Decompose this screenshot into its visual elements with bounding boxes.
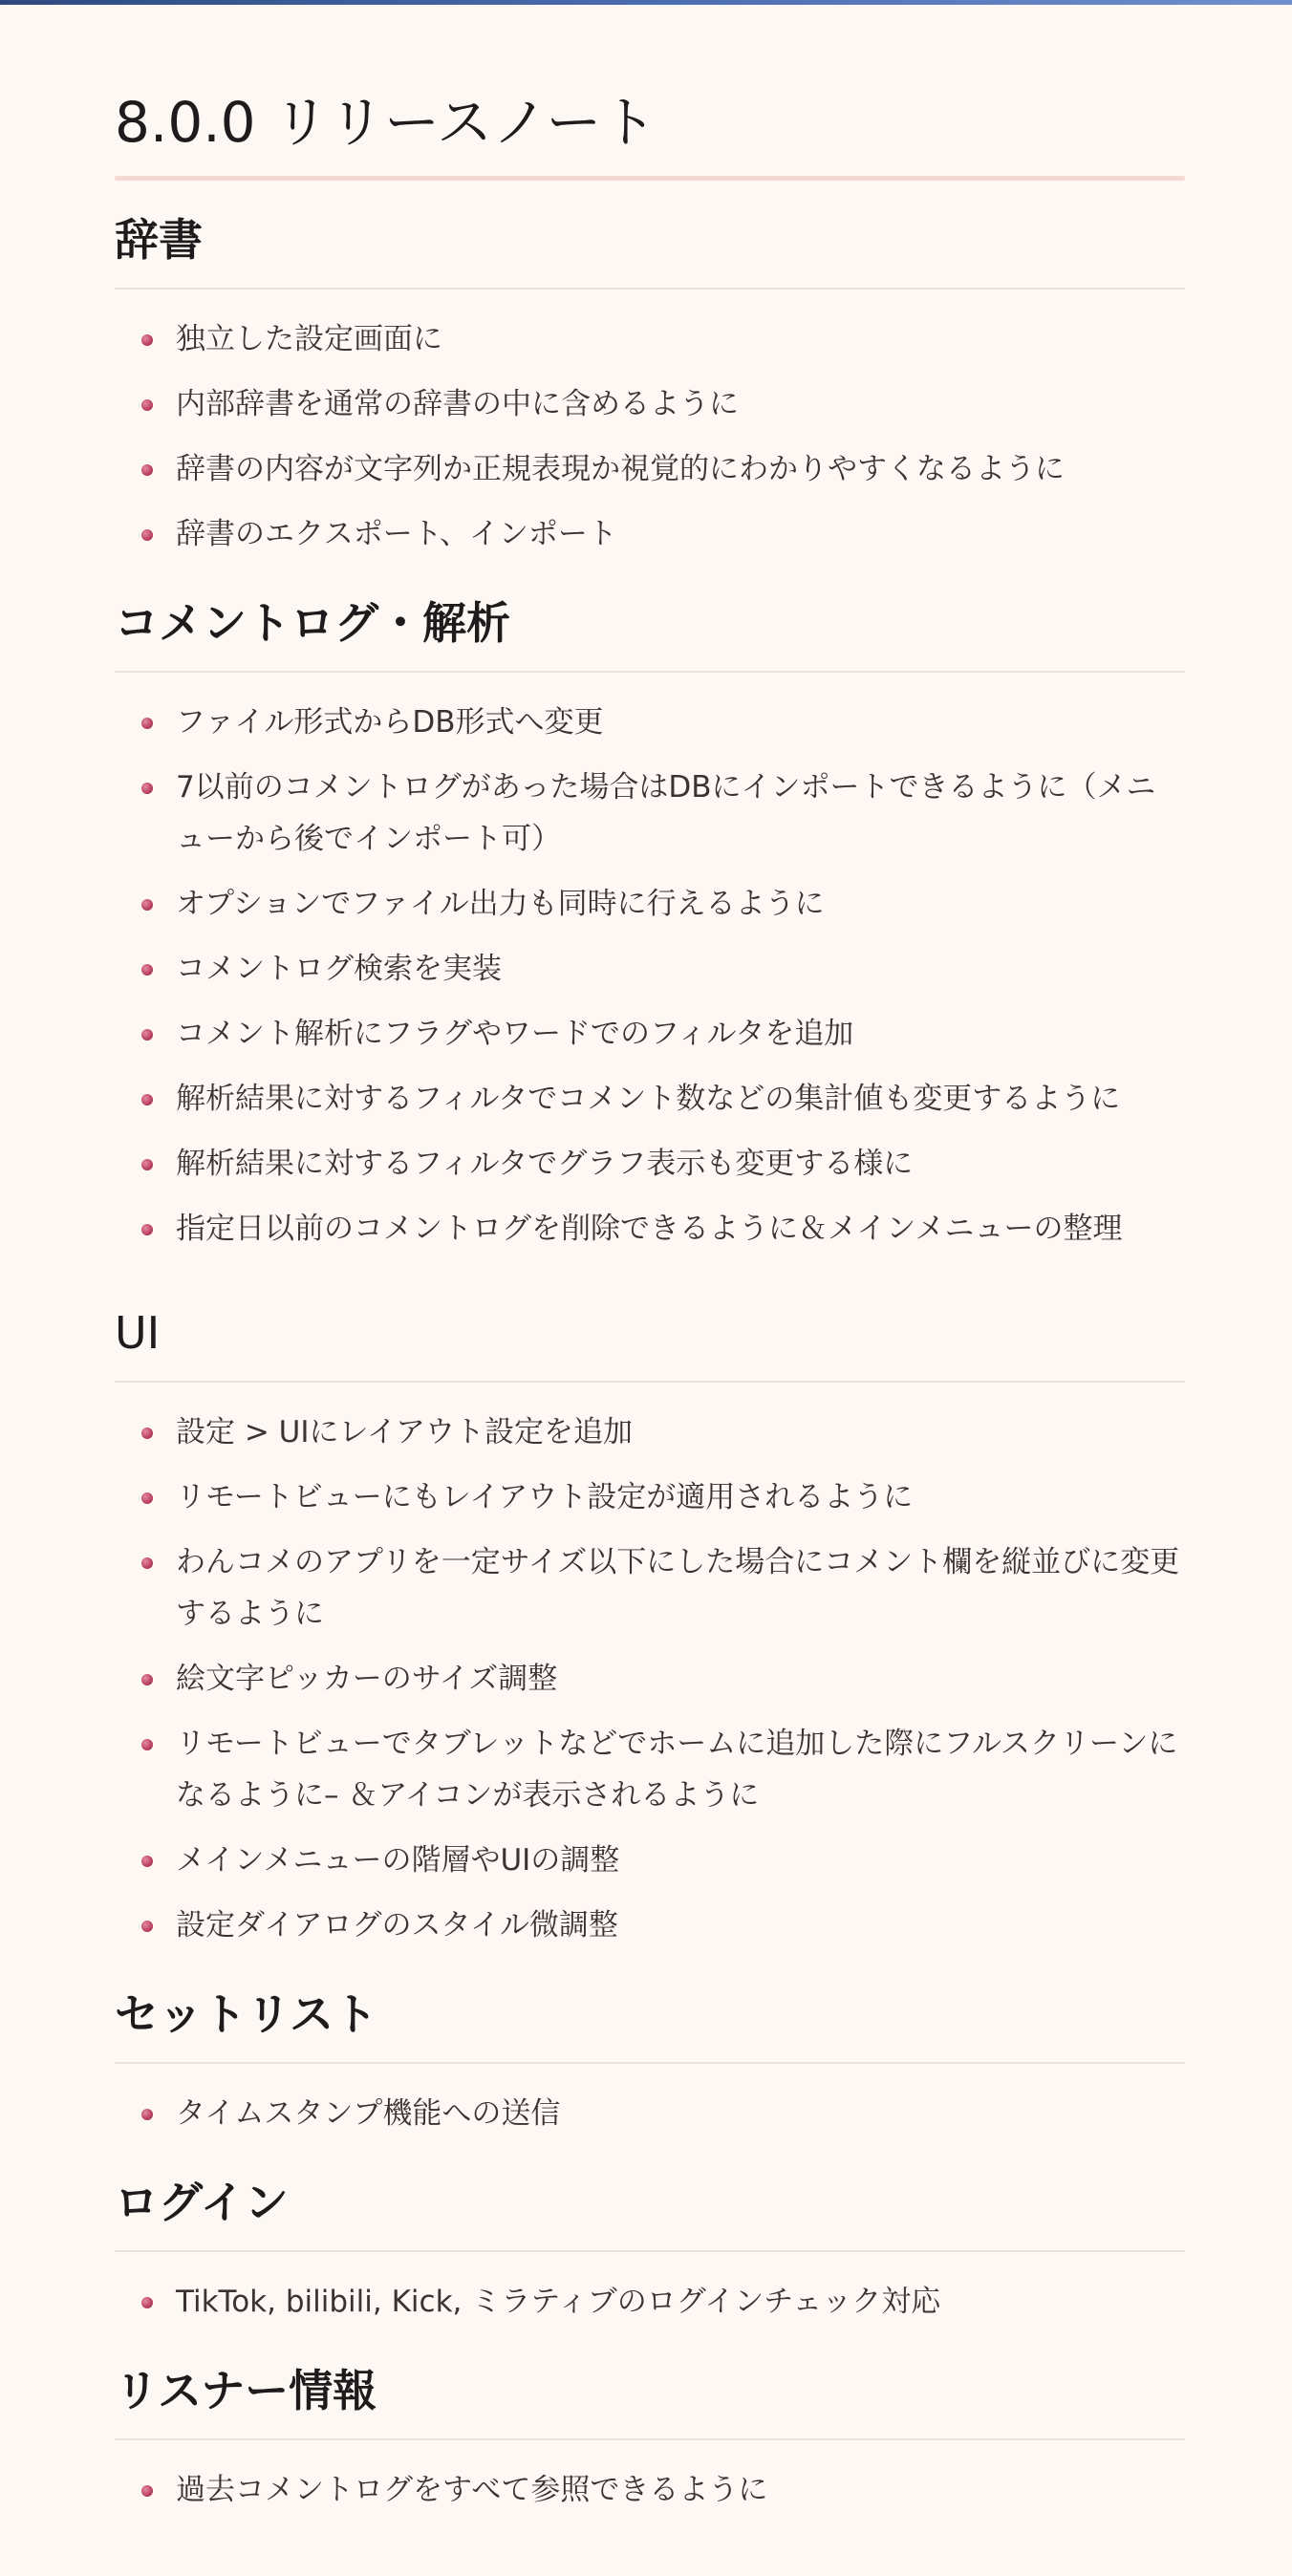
list-item: 内部辞書を通常の辞書の中に含めるように bbox=[115, 378, 1185, 430]
list-item: コメント解析にフラグやワードでのフィルタを追加 bbox=[115, 1008, 1185, 1060]
bullet-icon bbox=[141, 1428, 153, 1439]
list-item: 解析結果に対するフィルタでコメント数などの集計値も変更するように bbox=[115, 1073, 1185, 1125]
section-title: リスナー情報 bbox=[115, 2365, 377, 2416]
list-item: ファイル形式からDB形式へ変更 bbox=[115, 697, 1185, 748]
list-item: メインメニューの階層やUIの調整 bbox=[115, 1835, 1185, 1886]
item-list bbox=[115, 2252, 1185, 2328]
section-title: コメントログ・解析 bbox=[115, 597, 510, 649]
bullet-icon bbox=[141, 1557, 153, 1569]
release-notes-document bbox=[115, 0, 1185, 2516]
list-item: 過去コメントログをすべて参照できるように bbox=[115, 2464, 1185, 2516]
section-title: UI bbox=[115, 1307, 161, 1359]
item-list bbox=[115, 2440, 1185, 2516]
bullet-icon bbox=[141, 1094, 153, 1106]
item-list bbox=[115, 1383, 1185, 1951]
bullet-icon bbox=[141, 2485, 153, 2497]
list-item: 7以前のコメントログがあった場合はDBにインポートできるように（メニューから後でインポート可） bbox=[115, 762, 1185, 865]
list-item: TikTok, bilibili, Kick, ミラティブのログインチェック対応 bbox=[115, 2276, 1185, 2328]
section-title: ログイン bbox=[115, 2177, 289, 2228]
bullet-icon bbox=[141, 783, 153, 794]
bullet-icon bbox=[141, 2297, 153, 2308]
section-ui bbox=[115, 1255, 1185, 1951]
item-list bbox=[115, 673, 1185, 1255]
section-dictionary bbox=[115, 181, 1185, 560]
list-item: オプションでファイル出力も同時に行えるように bbox=[115, 878, 1185, 930]
section-title: セットリスト bbox=[115, 1988, 378, 2040]
list-item: タイムスタンプ機能への送信 bbox=[115, 2088, 1185, 2139]
bullet-icon bbox=[141, 1029, 153, 1041]
section-title: 辞書 bbox=[115, 214, 203, 266]
list-item: 独立した設定画面に bbox=[115, 313, 1185, 365]
bullet-icon bbox=[141, 1674, 153, 1685]
section-listener-info bbox=[115, 2328, 1185, 2516]
bullet-icon bbox=[141, 399, 153, 411]
bullet-icon bbox=[141, 1921, 153, 1932]
bullet-icon bbox=[141, 1739, 153, 1750]
bullet-icon bbox=[141, 718, 153, 729]
bullet-icon bbox=[141, 1159, 153, 1170]
page-title: 8.0.0 リリースノート bbox=[115, 90, 657, 155]
list-item: リモートビューにもレイアウト設定が適用されるように bbox=[115, 1471, 1185, 1523]
section-comment-log-analysis bbox=[115, 560, 1185, 1255]
item-list bbox=[115, 290, 1185, 560]
bullet-icon bbox=[141, 1492, 153, 1504]
list-item: わんコメのアプリを一定サイズ以下にした場合にコメント欄を縦並びに変更するように bbox=[115, 1536, 1185, 1640]
bullet-icon bbox=[141, 2109, 153, 2120]
bullet-icon bbox=[141, 1224, 153, 1235]
bullet-icon bbox=[141, 464, 153, 476]
section-setlist bbox=[115, 1951, 1185, 2139]
section-login bbox=[115, 2139, 1185, 2328]
bullet-icon bbox=[141, 529, 153, 541]
bullet-icon bbox=[141, 964, 153, 976]
bullet-icon bbox=[141, 1856, 153, 1867]
list-item: 設定ダイアログのスタイル微調整 bbox=[115, 1900, 1185, 1951]
list-item: 絵文字ピッカーのサイズ調整 bbox=[115, 1653, 1185, 1705]
list-item: リモートビューでタブレットなどでホームに追加した際にフルスクリーンになるように– ＆アイコンが表示されるように bbox=[115, 1718, 1185, 1821]
list-item: 設定 > UIにレイアウト設定を追加 bbox=[115, 1406, 1185, 1458]
bullet-icon bbox=[141, 899, 153, 911]
bullet-icon bbox=[141, 334, 153, 346]
list-item: 辞書の内容が文字列か正規表現か視覚的にわかりやすくなるように bbox=[115, 443, 1185, 495]
list-item: 辞書のエクスポート、インポート bbox=[115, 508, 1185, 560]
list-item: コメントログ検索を実装 bbox=[115, 943, 1185, 995]
list-item: 解析結果に対するフィルタでグラフ表示も変更する様に bbox=[115, 1138, 1185, 1190]
list-item: 指定日以前のコメントログを削除できるように＆メインメニューの整理 bbox=[115, 1203, 1185, 1255]
item-list bbox=[115, 2064, 1185, 2139]
